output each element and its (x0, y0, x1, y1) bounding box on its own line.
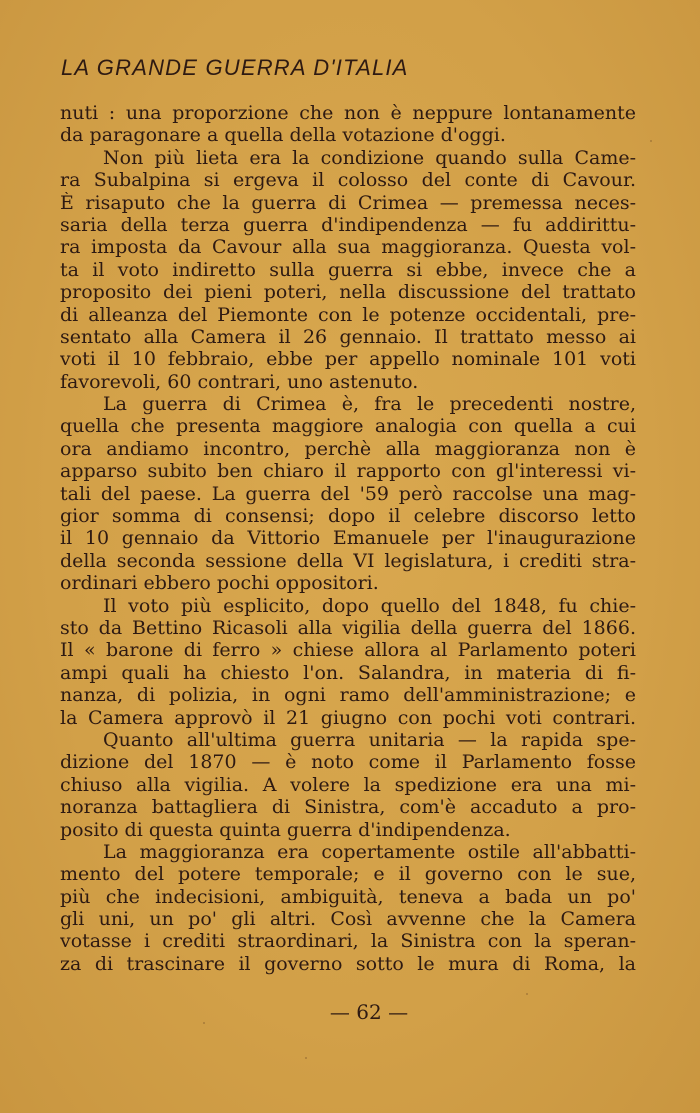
text-line: più che indecisioni, ambiguità, teneva a bada un po' (60, 885, 636, 908)
paper-speck (203, 1022, 205, 1024)
page-number: — 62 — (329, 1000, 409, 1024)
text-line: La guerra di Crimea è, fra le precedenti nostre, (103, 393, 636, 416)
text-line: il 10 gennaio da Vittorio Emanuele per l'inaugurazione (60, 527, 636, 550)
text-line: proposito dei pieni poteri, nella discussione del trattato (60, 281, 636, 304)
text-line: nuti : una proporzione che non è neppure lontanamente (60, 102, 636, 124)
running-head: LA GRANDE GUERRA D'ITALIA (61, 55, 409, 80)
text-line: votasse i crediti straordinari, la Sinistra con la speran- (60, 930, 636, 953)
text-line: È risaputo che la guerra di Crimea — premessa neces- (60, 191, 636, 214)
text-line: ra Subalpina si ergeva il colosso del conte di Cavour. (60, 169, 636, 192)
text-line: Quanto all'ultima guerra unitaria — la rapida spe- (103, 728, 636, 751)
text-line: gior somma di consensi; dopo il celebre discorso letto (60, 505, 636, 528)
text-line: nanza, di polizia, in ogni ramo dell'amministrazione; e (60, 684, 636, 707)
text-line: saria della terza guerra d'indipendenza — fu addirittu- (60, 213, 636, 236)
text-line: apparso subito ben chiaro il rapporto con gl'interessi vi- (60, 460, 636, 483)
text-line: ta il voto indiretto sulla guerra si ebbe, invece che a (60, 258, 636, 281)
text-line: di alleanza del Piemonte con le potenze occidentali, pre- (60, 303, 636, 326)
text-line: ordinari ebbero pochi oppositori. (60, 572, 379, 595)
text-line: favorevoli, 60 contrari, uno astenuto. (60, 370, 419, 393)
text-line: chiuso alla vigilia. A volere la spedizione era una mi- (60, 773, 636, 796)
text-line: ora andiamo incontro, perchè alla maggioranza non è (60, 437, 636, 460)
text-line: za di trascinare il governo sotto le mura di Roma, la (60, 952, 636, 975)
text-line: la Camera approvò il 21 giugno con pochi voti contrari. (60, 706, 636, 729)
text-line: La maggioranza era copertamente ostile all'abbatti- (103, 840, 636, 863)
text-line: sentato alla Camera il 26 gennaio. Il trattato messo ai (60, 325, 636, 348)
text-line: Il « barone di ferro » chiese allora al Parlamento poteri (60, 639, 636, 662)
text-line: Non più lieta era la condizione quando sulla Came- (103, 146, 636, 169)
text-line: posito di questa quinta guerra d'indipendenza. (60, 818, 511, 841)
text-line: dizione del 1870 — è noto come il Parlamento fosse (60, 751, 636, 774)
paper-speck (650, 140, 652, 142)
text-line: da paragonare a quella della votazione d'oggi. (60, 124, 506, 147)
text-line: mento del potere temporale; e il governo con le sue, (60, 863, 636, 886)
text-line: Il voto più esplicito, dopo quello del 1848, fu chie- (103, 594, 636, 617)
text-line: della seconda sessione della VI legislatura, i crediti stra- (60, 549, 636, 572)
text-line: gli uni, un po' gli altri. Così avvenne che la Camera (60, 908, 636, 931)
text-line: quella che presenta maggiore analogia con quella a cui (60, 415, 636, 438)
text-line: noranza battagliera di Sinistra, com'è accaduto a pro- (60, 796, 636, 819)
text-line: ra imposta da Cavour alla sua maggioranza. Questa vol- (60, 236, 636, 259)
text-line: tali del paese. La guerra del '59 però raccolse una mag- (60, 482, 636, 505)
body-text (60, 102, 636, 975)
text-line: ampi quali ha chiesto l'on. Salandra, in materia di fi- (60, 661, 636, 684)
paper-speck (305, 1057, 307, 1059)
text-line: voti il 10 febbraio, ebbe per appello nominale 101 voti (60, 348, 636, 371)
text-line: sto da Bettino Ricasoli alla vigilia della guerra del 1866. (60, 616, 636, 639)
paper-speck (526, 993, 528, 995)
